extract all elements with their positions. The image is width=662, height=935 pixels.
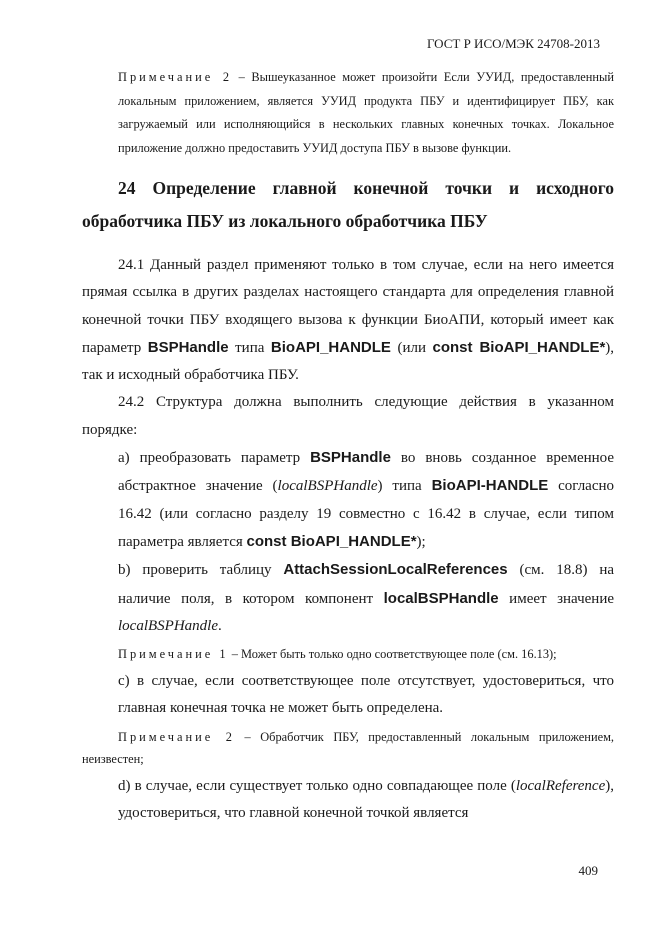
list-item-b: b) проверить таблицу AttachSessionLocalReferences (см. 18.8) на наличие поля, в котором компонент localBSPHandle имеет значение localBSPHandle. bbox=[118, 561, 615, 634]
code-localbsphandle: localBSPHandle bbox=[383, 589, 499, 607]
page-header-standard: ГОСТ Р ИСО/МЭК 24708-2013 bbox=[426, 36, 600, 51]
page-number: 409 bbox=[578, 863, 598, 878]
code-bsphandle: BSPHandle bbox=[147, 338, 229, 356]
note-2-text: – Обработчик ПБУ, предоставленный локальным приложением, неизвестен; bbox=[82, 729, 615, 766]
note-top-label: Примечание 2 bbox=[118, 70, 233, 84]
code-const-bioapi-handle: const BioAPI_HANDLE* bbox=[432, 338, 606, 356]
list-item-d: d) в случае, если существует только одно совпадающее поле (localReference), удостовериться, что главной конечной точкой является bbox=[118, 777, 614, 822]
list-item-a: а) преобразовать параметр BSPHandle во вновь созданное временное абстрактное значение (localBSPHandle) типа BioAPI-HANDLE согласно 16.42 (или согласно разделу 19 совместно с 16.42 в случае, если типом параметра является const BioAPI_HANDLE*); bbox=[118, 449, 615, 550]
note-2-label: Примечание 2 bbox=[118, 729, 236, 744]
italic-localbsphandle: localBSPHandle bbox=[277, 478, 378, 495]
code-attachsessionlocalreferences: AttachSessionLocalReferences bbox=[283, 561, 508, 579]
code-const-bioapi-handle: const BioAPI_HANDLE* bbox=[246, 532, 417, 550]
page-content bbox=[82, 66, 614, 827]
note-1 bbox=[82, 643, 614, 665]
italic-localbsphandle: localBSPHandle bbox=[118, 617, 218, 634]
list-item-c: c) в случае, если соответствующее поле отсутствует, удостовериться, что главная конечная точка не может быть определена. bbox=[118, 673, 614, 717]
section-title: 24 Определение главной конечной точки и исходного обработчика ПБУ из локального обработчика ПБУ bbox=[82, 178, 614, 231]
paragraph-24-1: 24.1 Данный раздел применяют только в том случае, если на него имеется прямая ссылка в других разделах настоящего стандарта для определения главной конечной точки ПБУ входящего вызова к функции БиоАПИ, который имеет как параметр BSPHandle типа BioAPI_HANDLE (или const BioAPI_HANDLE*), так и исходный обработчика ПБУ. bbox=[82, 257, 615, 384]
note-1-text: – Может быть только одно соответствующее поле (см. 16.13); bbox=[231, 647, 557, 662]
note-1-label: Примечание 1 bbox=[118, 647, 229, 662]
note-2 bbox=[82, 726, 614, 770]
paragraph-24-2: 24.2 Структура должна выполнить следующие действия в указанном порядке: bbox=[82, 394, 614, 438]
code-bioapi-handle: BioAPI-HANDLE bbox=[431, 477, 549, 495]
italic-localreference: localReference bbox=[515, 777, 606, 794]
note-top bbox=[82, 66, 614, 160]
code-bsphandle: BSPHandle bbox=[310, 449, 391, 467]
code-bioapi-handle: BioAPI_HANDLE bbox=[270, 338, 391, 356]
note-top-text: – Вышеуказанное может произойти Если УУИД, предоставленный локальным приложением, является УУИД продукта ПБУ и идентифицирует ПБУ, как загружаемый или исполняющийся в нескольких главных конечных точках. Локальное приложение должно предоставить УУИД доступа ПБУ в вызове функции. bbox=[118, 70, 614, 155]
